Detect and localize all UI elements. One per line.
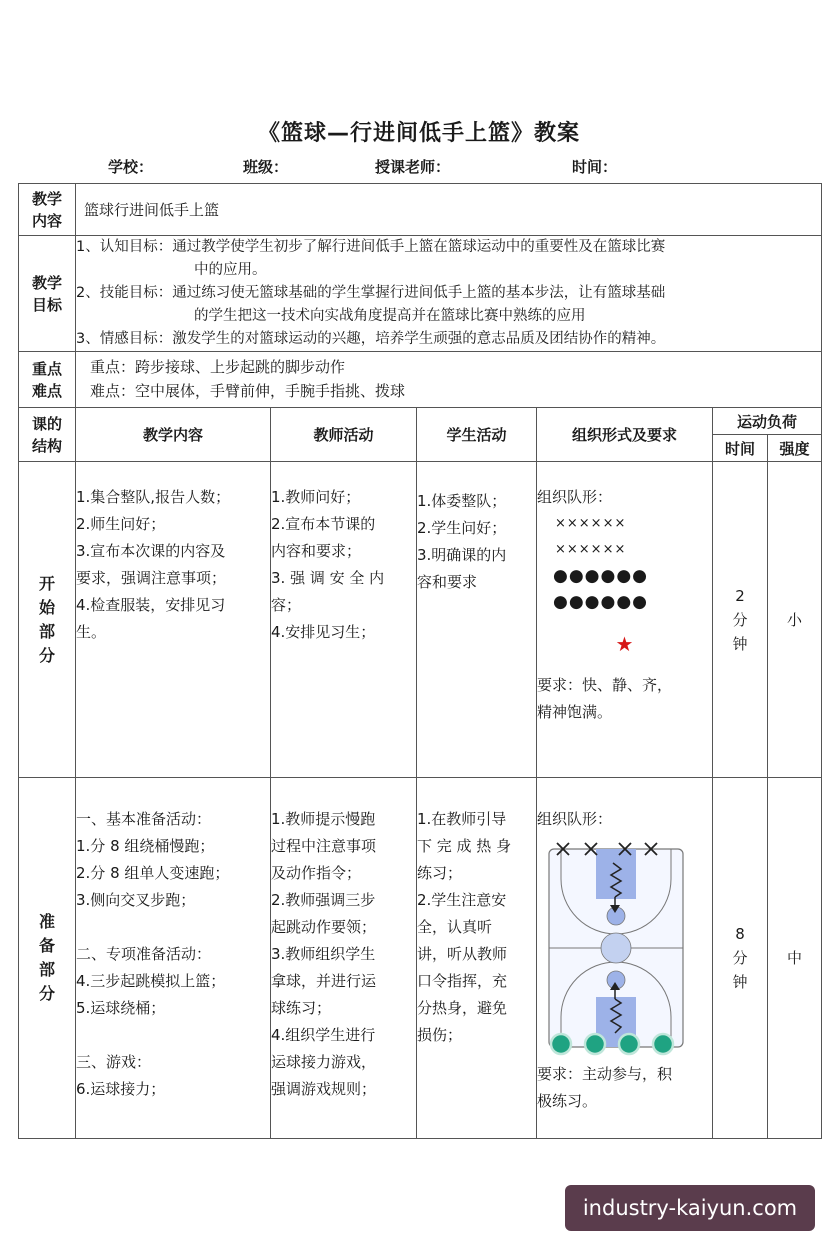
prep-row: [19, 778, 822, 1139]
goals-row: [19, 236, 822, 352]
prep-content: 一、基本准备活动： 1.分 8 组绕桶慢跑； 2.分 8 组单人变速跑； 3.侧向交叉步跑； 二、专项准备活动： 4.三步起跳模拟上篮； 5.运球绕桶； 三、游戏： 6.运球接力；: [76, 778, 271, 1139]
content-label: 教学内容: [19, 184, 76, 236]
goals-text: 1、认知目标：通过教学使学生初步了解行进间低手上篮在篮球运动中的重要性及在篮球比赛 中的应用。 2、技能目标：通过练习使无篮球基础的学生掌握行进间低手上篮的基本步法，让有篮球基础 的学生把这一技术向实战角度提高并在篮球比赛中熟练的应用 3、情感目标：激发学生的对篮球运动的兴趣，培养学生顽强的意志品质及团结协作的精神。: [76, 236, 822, 352]
start-time: 2分钟: [713, 462, 768, 778]
header-load: 运动负荷: [713, 408, 822, 435]
start-requirement: 要求：快、静、齐， 精神饱满。: [537, 676, 673, 721]
start-org-title: 组织队形：: [537, 488, 613, 506]
start-label: 开始部分: [19, 462, 76, 778]
formation-row: ●●●●●●: [553, 566, 649, 586]
player-marker: [551, 1034, 571, 1054]
start-org: [537, 462, 713, 778]
prep-org: [537, 778, 713, 1139]
court-diagram: [541, 839, 691, 1057]
center-circle: [601, 933, 631, 963]
prep-org-title: 组织队形：: [537, 810, 613, 828]
prep-requirement: 要求：主动参与，积 极练习。: [537, 1065, 673, 1110]
key-row: [19, 352, 822, 408]
player-marker: [585, 1034, 605, 1054]
prep-intensity: 中: [768, 778, 822, 1139]
header-org: 组织形式及要求: [537, 408, 713, 462]
header-row: [19, 408, 822, 435]
key-label: 重点难点: [19, 352, 76, 408]
meta-school: 学校：: [108, 158, 154, 176]
content-row: [19, 184, 822, 236]
header-time: 时间: [713, 435, 768, 462]
watermark-badge[interactable]: industry-kaiyun.com: [565, 1185, 815, 1231]
header-student: 学生活动: [417, 408, 537, 462]
header-content: 教学内容: [76, 408, 271, 462]
prep-teacher: 1.教师提示慢跑 过程中注意事项 及动作指令； 2.教师强调三步 起跳动作要领； 3.教师组织学生 拿球，并进行运 球练习； 4.组织学生进行 运球接力游戏， 强调游戏规则；: [271, 778, 417, 1139]
header-teacher: 教师活动: [271, 408, 417, 462]
goals-label: 教学目标: [19, 236, 76, 352]
start-row: [19, 462, 822, 778]
key-text: [76, 352, 822, 408]
header-intensity: 强度: [768, 435, 822, 462]
player-marker: [619, 1034, 639, 1054]
start-intensity: 小: [768, 462, 822, 778]
meta-time: 时间：: [572, 158, 618, 176]
formation-row: ●●●●●●: [553, 592, 649, 612]
player-marker: [653, 1034, 673, 1054]
prep-label: 准备部分: [19, 778, 76, 1139]
teacher-star-icon: ★: [615, 632, 634, 656]
key-point: 重点：跨步接球、上步起跳的脚步动作: [90, 358, 346, 376]
meta-class: 班级：: [243, 158, 289, 176]
formation-row: ××××××: [555, 516, 627, 531]
start-teacher: 1.教师问好； 2.宣布本节课的 内容和要求； 3. 强 调 安 全 内 容； 4.安排见习生；: [271, 462, 417, 778]
prep-time: 8分钟: [713, 778, 768, 1139]
lesson-plan-table: [18, 183, 822, 1139]
header-structure: 课的结构: [19, 408, 76, 462]
start-student: 1.体委整队； 2.学生问好； 3.明确课的内 容和要求: [417, 462, 537, 778]
start-content: 1.集合整队,报告人数； 2.师生问好； 3.宣布本次课的内容及 要求，强调注意事项； 4.检查服装，安排见习 生。: [76, 462, 271, 778]
difficulty-point: 难点：空中展体，手臂前伸，手腕手指挑、拨球: [90, 382, 406, 400]
meta-teacher: 授课老师：: [375, 158, 451, 176]
page-title: 《篮球—行进间低手上篮》教案: [257, 121, 580, 146]
prep-student: 1.在教师引导 下 完 成 热 身 练习； 2.学生注意安 全，认真听 讲，听从教师 口令指挥，充 分热身，避免 损伤；: [417, 778, 537, 1139]
formation-row: ××××××: [555, 542, 627, 557]
content-text: 篮球行进间低手上篮: [76, 184, 822, 236]
key-area-top: [596, 849, 636, 899]
